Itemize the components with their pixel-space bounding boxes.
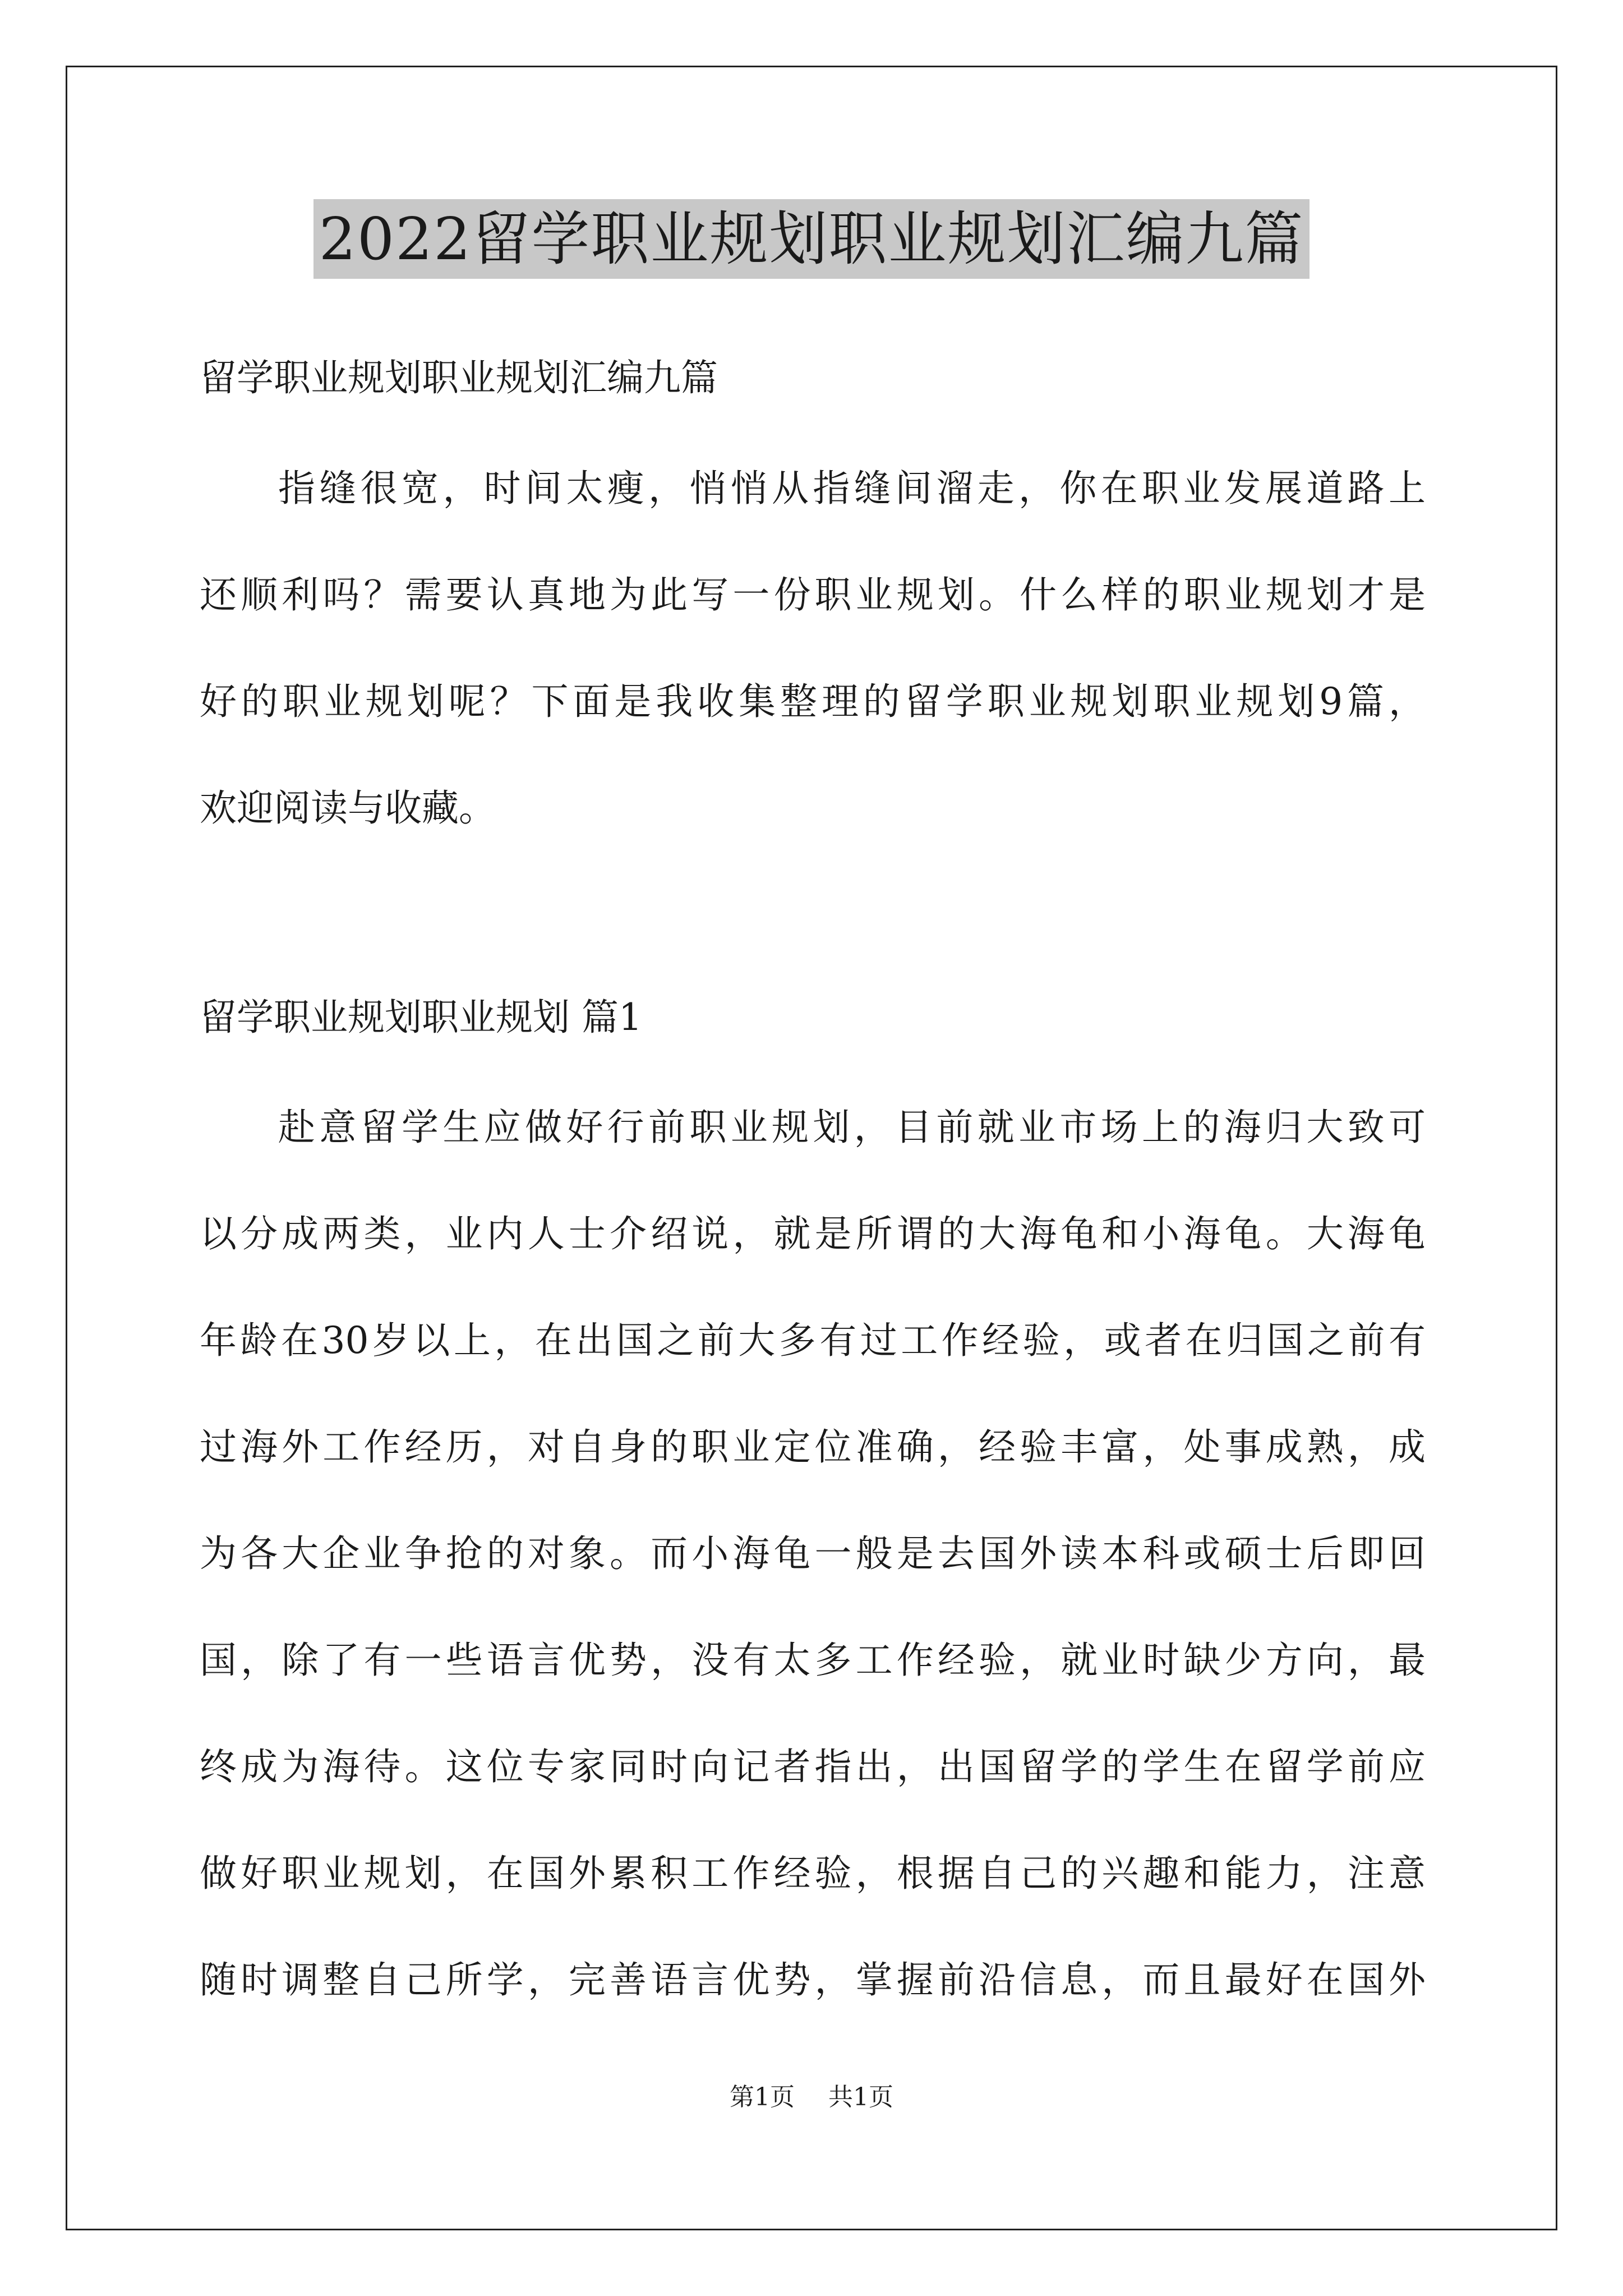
section-line: 年龄在30岁以上，在出国之前大多有过工作经验，或者在归国之前有 (200, 1319, 1426, 1362)
section-line: 赴意留学生应做好行前职业规划，目前就业市场上的海归大致可 (278, 1106, 1426, 1149)
section-line: 终成为海待。这位专家同时向记者指出，出国留学的学生在留学前应 (200, 1745, 1426, 1788)
title-container (0, 199, 1623, 279)
section-line: 做好职业规划，在国外累积工作经验，根据自己的兴趣和能力，注意 (200, 1852, 1426, 1895)
intro-line: 还顺利吗？需要认真地为此写一份职业规划。什么样的职业规划才是 (200, 573, 1426, 616)
page-footer (0, 2081, 1623, 2114)
page-total: 共1页 (828, 2083, 893, 2111)
section-line: 为各大企业争抢的对象。而小海龟一般是去国外读本科或硕士后即回 (200, 1532, 1426, 1575)
document-title: 2022留学职业规划职业规划汇编九篇 (313, 199, 1310, 279)
document-subtitle: 留学职业规划职业规划汇编九篇 (200, 356, 718, 399)
section-heading: 留学职业规划职业规划 篇1 (200, 996, 642, 1039)
section-line: 国，除了有一些语言优势，没有太多工作经验，就业时缺少方向，最 (200, 1639, 1426, 1682)
intro-line: 好的职业规划呢？下面是我收集整理的留学职业规划职业规划9篇， (200, 680, 1426, 723)
intro-line: 指缝很宽，时间太瘦，悄悄从指缝间溜走，你在职业发展道路上 (278, 467, 1426, 510)
section-line: 过海外工作经历，对自身的职业定位准确，经验丰富，处事成熟，成 (200, 1425, 1426, 1469)
section-line: 随时调整自己所学，完善语言优势，掌握前沿信息，而且最好在国外 (200, 1958, 1426, 2001)
page-number: 第1页 (730, 2083, 795, 2111)
intro-line: 欢迎阅读与收藏。 (200, 786, 496, 830)
section-line: 以分成两类，业内人士介绍说，就是所谓的大海龟和小海龟。大海龟 (200, 1212, 1426, 1255)
